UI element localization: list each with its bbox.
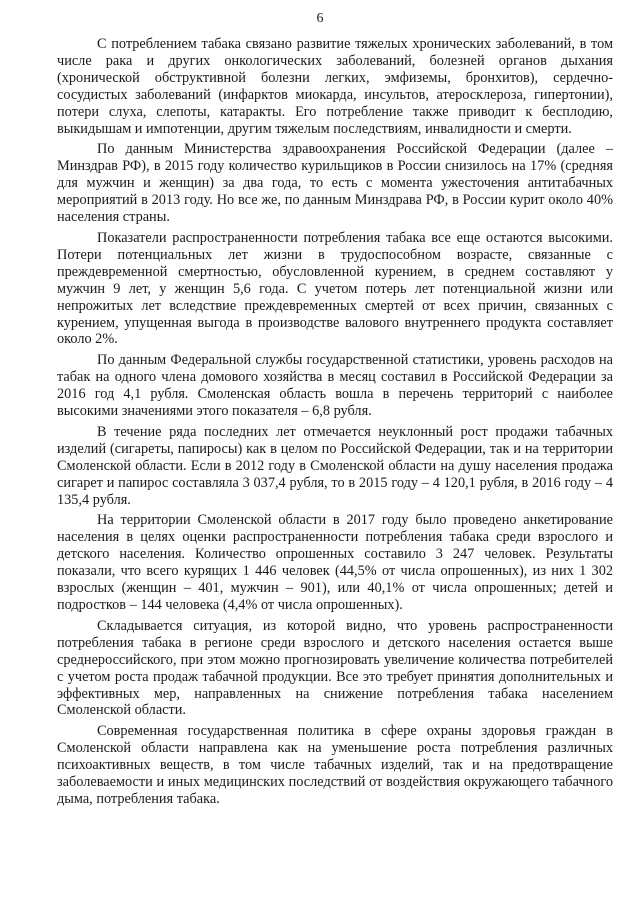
paragraph-health-effects: С потреблением табака связано развитие тяжелых хронических заболеваний, в том числе рака и других онкологических заболеваний, болезней органов дыхания (хронической обструктивной болезни легких, эмфиземы, бронхитов), сердечно-сосудистых заболеваний (инфарктов миокарда, инсультов, атеросклероза, гипертонии), потери слуха, слепоты, катаракты. Его потребление также приводит к бесплодию, выкидышам и импотенции, другим тяжелым последствиям, инвалидности и смерти. — [57, 36, 613, 137]
document-body — [57, 36, 613, 812]
paragraph-statistics-service: По данным Федеральной службы государственной статистики, уровень расходов на табак на одного члена домового хозяйства в месяц составил в Российской Федерации за 2016 год 4,1 рубля. Смоленская область вошла в перечень территорий с наиболее высокими значениями этого показателя – 6,8 рубля. — [57, 352, 613, 420]
page-number: 6 — [316, 11, 324, 26]
paragraph-ministry-data: По данным Министерства здравоохранения Российской Федерации (далее – Минздрав РФ), в 2015 году количество курильщиков в России снизилось на 17% (средняя для мужчин и женщин) за два года, то есть с момента ужесточения антитабачных мероприятий в 2013 году. Но все же, по данным Минздрава РФ, в России курит около 40% населения страны. — [57, 141, 613, 226]
paragraph-survey-2017: На территории Смоленской области в 2017 году было проведено анкетирование населения в целях оценки распространенности потребления табака среди взрослого и детского населения. Количество опрошенных составило 3 247 человек. Результаты показали, что всего курящих 1 446 человек (44,5% от числа опрошенных), из них 1 302 взрослых (женщин – 401, мужчин – 901), или 40,1% от числа опрошенных; детей и подростков – 144 человека (4,4% от числа опрошенных). — [57, 512, 613, 613]
paragraph-state-policy: Современная государственная политика в сфере охраны здоровья граждан в Смоленской области направлена как на уменьшение роста потребления различных психоактивных веществ, в том числе табачных изделий, так и на предотвращение заболеваемости и иных медицинских последствий от воздействия окружающего табачного дыма, потребления табака. — [57, 723, 613, 807]
paragraph-regional-situation: Складывается ситуация, из которой видно, что уровень распространенности потребления табака в регионе среди взрослого и детского населения остается выше среднероссийского, при этом можно прогнозировать увеличение количества потребителей с учетом роста продаж табачной продукции. Все это требует принятия дополнительных и эффективных мер, направленных на снижение потребления табака населением Смоленской области. — [57, 617, 613, 719]
paragraph-prevalence: Показатели распространенности потребления табака все еще остаются высокими. Потери потенциальных лет жизни в трудоспособном возрасте, связанные с преждевременной смертностью, обусловленной курением, в среднем составляют у мужчин 9 лет, у женщин 5,6 года. С учетом потерь лет потенциальной жизни или непрожитых лет вследствие преждевременных смертей от всех причин, связанных с курением, упущенная выгода в производстве валового внутреннего продукта составляет около 2%. — [57, 229, 613, 348]
paragraph-sales-growth: В течение ряда последних лет отмечается неуклонный рост продажи табачных изделий (сигареты, папиросы) как в целом по Российской Федерации, так и на территории Смоленской области. Если в 2012 году в Смоленской области на душу населения продажа сигарет и папирос составляла 3 037,4 рубля, то в 2015 году – 4 120,1 рубля, в 2016 году – 4 135,4 рубля. — [57, 423, 613, 508]
